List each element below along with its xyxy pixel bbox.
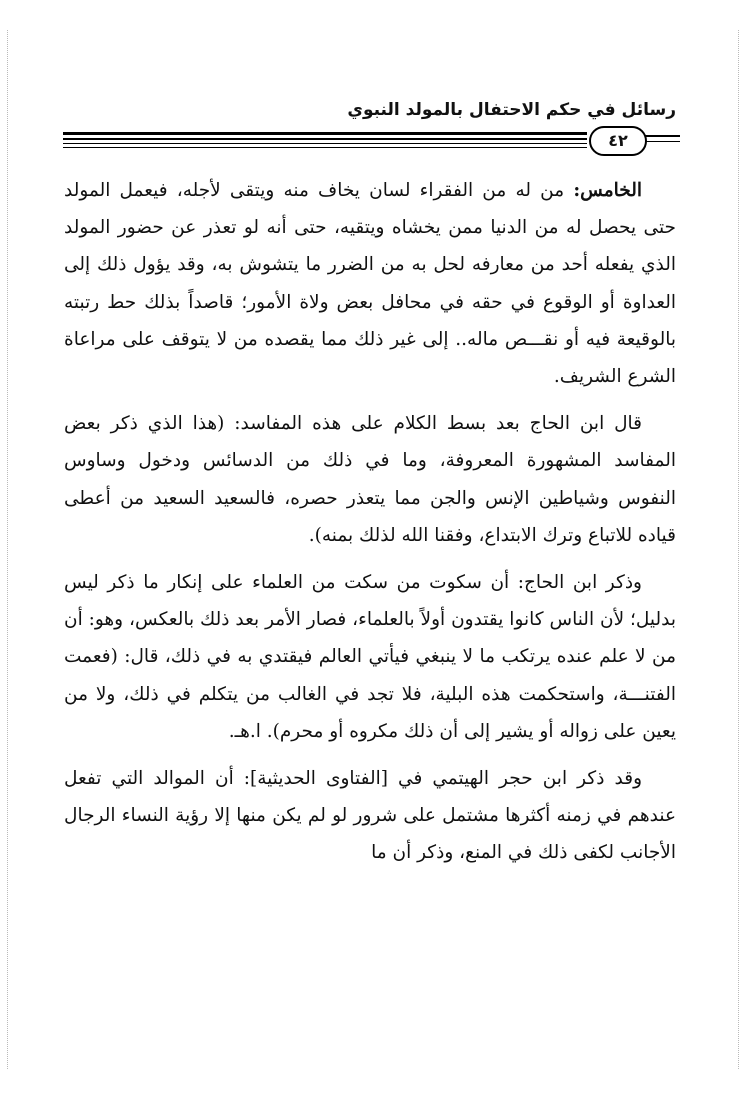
paragraph-text: من له من الفقراء لسان يخاف منه ويتقى لأجله، فيعمل المولد حتى يحصل له من الدنيا ممن يخشاه ويتقيه، حتى أنه لو تعذر عن حضور المولد الذي يفعله أحد من معارفه لحل به من الضرر ما يتشوش به، وقد يؤول ذلك إلى العداوة أو الوقوع في حقه في محافل بعض ولاة الأمور؛ قاصداً بذلك حط رتبته بالوقيعة فيه أو نقـــص ماله.. إلى غير ذلك مما يقصده من لا يتوقف على مراعاة الشرع الشريف. (64, 180, 676, 388)
header-rule (63, 126, 680, 154)
page-edge-right (738, 30, 739, 1069)
header-rule-stub (645, 135, 680, 137)
paragraph (64, 405, 676, 554)
paragraph (64, 760, 676, 872)
paragraph-text: قال ابن الحاج بعد بسط الكلام على هذه المفاسد: (هذا الذي ذكر بعض المفاسد المشهورة المعروفة، وما في ذلك من الدسائس ودخول وساوس النفوس وشياطين الإنس والجن مما يتعذر حصره، فالسعيد السعيد من أعطى قياده للاتباع وترك الابتداع، وفقنا الله لذلك بمنه). (64, 413, 676, 546)
body-text (64, 172, 676, 882)
paragraph (64, 172, 676, 395)
paragraph-lead: الخامس: (573, 180, 642, 201)
header-rule-line (63, 147, 587, 148)
header-rule-line (63, 132, 587, 135)
paragraph-text: وقد ذكر ابن حجر الهيتمي في [الفتاوى الحديثية]: أن الموالد التي تفعل عندهم في زمنه أكثرها مشتمل على شرور لو لم يكن منها إلا رؤية النساء الرجال الأجانب لكفى ذلك في المنع، وذكر أن ما (64, 768, 676, 864)
running-title: رسائل في حكم الاحتفال بالمولد النبوي (347, 100, 676, 120)
header-rule-line (63, 143, 587, 144)
page-edge-left (7, 30, 8, 1069)
paragraph (64, 564, 676, 750)
header-rule-stub (645, 141, 680, 142)
page-number: ٤٢ (589, 126, 647, 156)
paragraph-text: وذكر ابن الحاج: أن سكوت من سكت من العلماء على إنكار ما ذكر ليس بدليل؛ لأن الناس كانوا يقتدون أولاً بالعلماء، فصار الأمر بعد ذلك بالعكس، وهو: أن من لا علم عنده يرتكب ما لا ينبغي فيأتي العالم فيقتدي به في ذلك، قال: (فعمت الفتنـــة، واستحكمت هذه البلية، فلا تجد في الغالب من يتكلم في ذلك، ولا من يعين على زواله أو يشير إلى أن ذلك مكروه أو محرم). ا.هـ. (64, 572, 676, 742)
header-rule-line (63, 138, 587, 140)
